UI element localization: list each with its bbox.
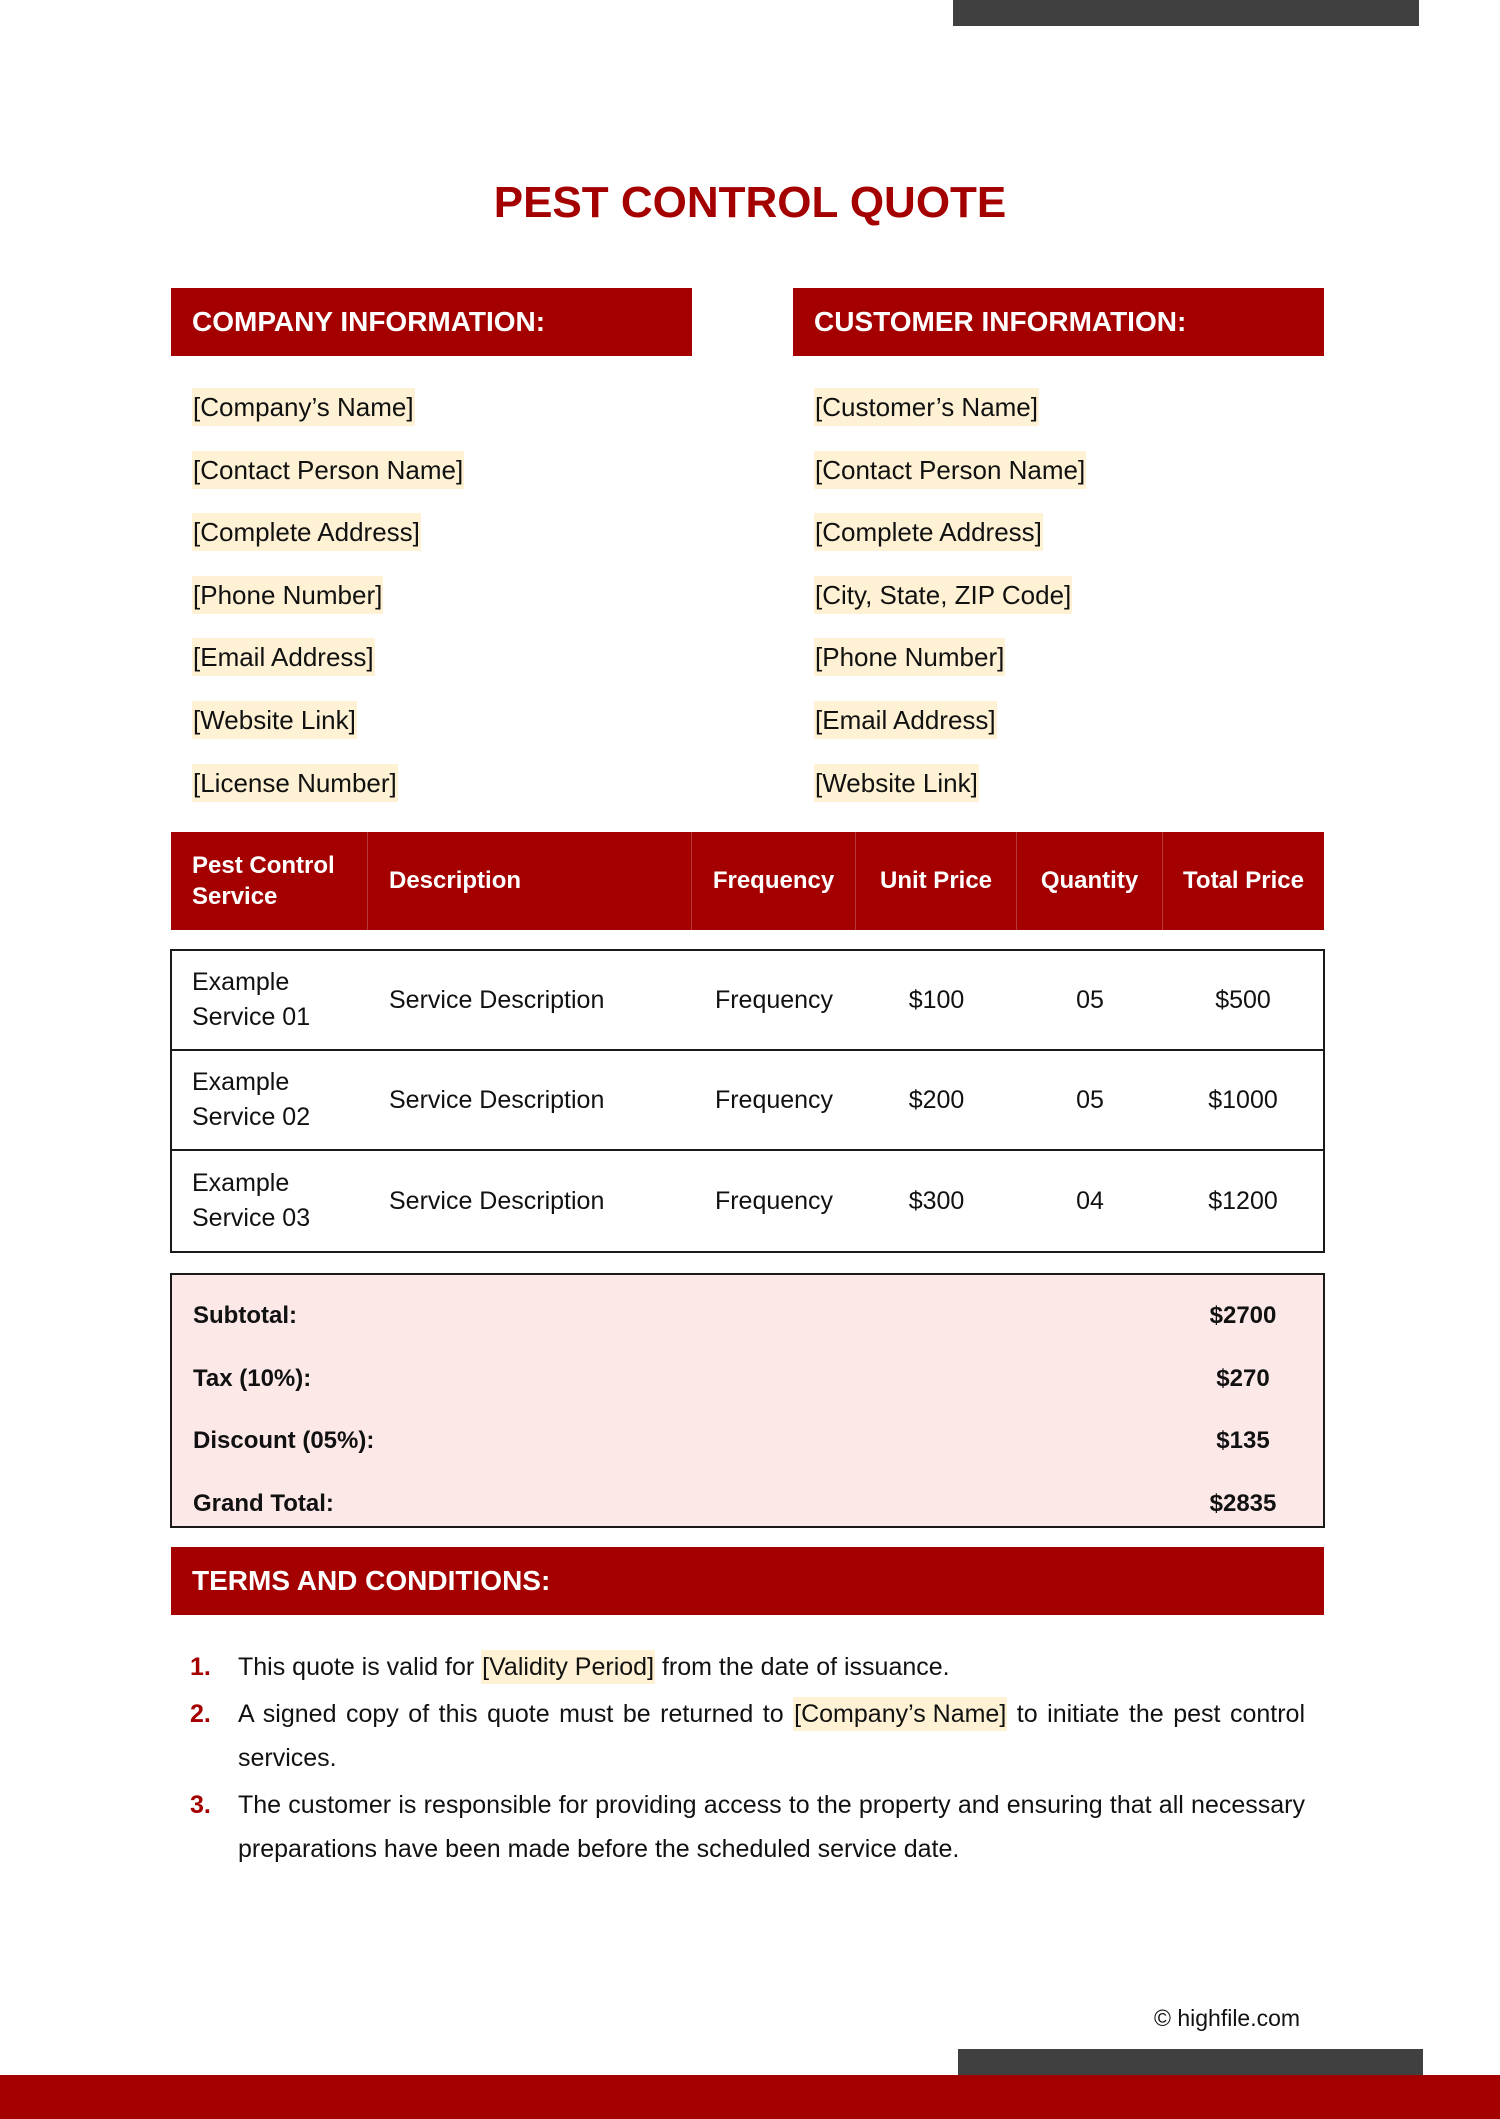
- company-address-field[interactable]: [Complete Address]: [192, 513, 421, 551]
- term-number: 1.: [190, 1653, 211, 1681]
- grand-total-label: Grand Total:: [193, 1489, 334, 1517]
- description-cell: Service Description: [389, 985, 605, 1014]
- company-field: [192, 701, 464, 764]
- discount-row: [172, 1410, 1323, 1473]
- copyright-text: © highfile.com: [1154, 2005, 1301, 2031]
- company-field: [192, 764, 464, 827]
- subtotal-label: Subtotal:: [193, 1302, 297, 1330]
- company-website-field[interactable]: [Website Link]: [192, 701, 357, 739]
- column-header-service: Pest Control Service: [171, 832, 368, 930]
- total-price-cell: $500: [1215, 985, 1271, 1014]
- top-decorative-bar: [953, 0, 1419, 26]
- description-cell: Service Description: [389, 1085, 605, 1114]
- page-title: PEST CONTROL QUOTE: [493, 178, 1007, 227]
- company-field: [192, 638, 464, 701]
- term-text-part: This quote is valid for: [238, 1653, 482, 1681]
- company-email-field[interactable]: [Email Address]: [192, 638, 375, 676]
- customer-field: [814, 764, 1086, 827]
- customer-field: [814, 513, 1086, 576]
- company-field: [192, 388, 464, 451]
- frequency-cell: Frequency: [714, 985, 834, 1014]
- customer-info-header: [793, 288, 1324, 356]
- customer-address-field[interactable]: [Complete Address]: [814, 513, 1043, 551]
- customer-contact-field[interactable]: [Contact Person Name]: [814, 451, 1086, 489]
- frequency-cell: Frequency: [714, 1186, 834, 1215]
- tax-value: $270: [1216, 1364, 1270, 1392]
- company-phone-field[interactable]: [Phone Number]: [192, 576, 383, 614]
- company-name-field[interactable]: [Company’s Name]: [192, 388, 415, 426]
- term-number: 3.: [190, 1791, 211, 1819]
- customer-field: [814, 388, 1086, 451]
- company-info-heading: COMPANY INFORMATION:: [192, 306, 546, 337]
- customer-website-field[interactable]: [Website Link]: [814, 764, 979, 802]
- term-item: [190, 1645, 1305, 1689]
- term-item: [190, 1783, 1305, 1871]
- terms-list: [190, 1645, 1305, 1874]
- customer-field: [814, 638, 1086, 701]
- tax-label: Tax (10%):: [193, 1364, 312, 1392]
- validity-period-field[interactable]: [Validity Period]: [481, 1650, 655, 1684]
- company-contact-field[interactable]: [Contact Person Name]: [192, 451, 464, 489]
- unit-price-cell: $300: [908, 1186, 965, 1215]
- tax-row: [172, 1348, 1323, 1411]
- company-info-header: [171, 288, 692, 356]
- customer-city-field[interactable]: [City, State, ZIP Code]: [814, 576, 1072, 614]
- column-header-unit-price: Unit Price: [856, 832, 1017, 930]
- column-header-description: Description: [368, 832, 692, 930]
- grand-total-value: $2835: [1209, 1489, 1277, 1517]
- table-row: [172, 1051, 1323, 1151]
- term-text: [238, 1645, 1305, 1689]
- service-cell: Example Service 02: [192, 1068, 311, 1131]
- term-text-part: A signed copy of this quote must be returned to: [238, 1700, 794, 1728]
- footer-band: [0, 2075, 1500, 2119]
- column-header-quantity: Quantity: [1017, 832, 1163, 930]
- company-field: [192, 576, 464, 639]
- totals-box: [170, 1273, 1325, 1528]
- term-number: 2.: [190, 1700, 211, 1728]
- services-table-header: [171, 832, 1324, 930]
- customer-field: [814, 451, 1086, 514]
- table-row: [172, 951, 1323, 1051]
- term-text: The customer is responsible for providing access to the property and ensuring that all necessary preparations have been made before the scheduled service date.: [238, 1791, 1305, 1863]
- discount-label: Discount (05%):: [193, 1427, 375, 1455]
- term-item: [190, 1692, 1305, 1780]
- company-name-inline-field[interactable]: [Company’s Name]: [793, 1697, 1007, 1731]
- customer-name-field[interactable]: [Customer’s Name]: [814, 388, 1039, 426]
- customer-email-field[interactable]: [Email Address]: [814, 701, 997, 739]
- customer-field: [814, 701, 1086, 764]
- description-cell: Service Description: [389, 1186, 605, 1215]
- term-text-part: from the date of issuance.: [655, 1653, 950, 1681]
- customer-field: [814, 576, 1086, 639]
- customer-info-list: [814, 388, 1086, 826]
- table-row: [172, 1151, 1323, 1251]
- subtotal-row: [172, 1285, 1323, 1348]
- service-cell: Example Service 01: [192, 968, 311, 1031]
- bottom-decorative-bar: [958, 2049, 1423, 2076]
- total-price-cell: $1000: [1208, 1085, 1278, 1114]
- terms-heading: TERMS AND CONDITIONS:: [192, 1565, 551, 1596]
- customer-info-heading: CUSTOMER INFORMATION:: [814, 306, 1187, 337]
- column-header-total-price: Total Price: [1183, 867, 1304, 895]
- company-info-list: [192, 388, 464, 826]
- discount-value: $135: [1216, 1427, 1270, 1455]
- quantity-cell: 04: [1076, 1186, 1104, 1215]
- column-header-frequency: Frequency: [692, 832, 856, 930]
- frequency-cell: Frequency: [714, 1085, 834, 1114]
- term-text-part: to initiate the pest control services.: [238, 1700, 1305, 1772]
- unit-price-cell: $200: [908, 1085, 965, 1114]
- customer-phone-field[interactable]: [Phone Number]: [814, 638, 1005, 676]
- company-field: [192, 451, 464, 514]
- services-table-body: [170, 949, 1325, 1253]
- company-field: [192, 513, 464, 576]
- company-license-field[interactable]: [License Number]: [192, 764, 398, 802]
- subtotal-value: $2700: [1209, 1302, 1277, 1330]
- total-price-cell: $1200: [1208, 1186, 1278, 1215]
- quantity-cell: 05: [1076, 985, 1104, 1014]
- unit-price-cell: $100: [908, 985, 965, 1014]
- quantity-cell: 05: [1076, 1085, 1104, 1114]
- terms-header: [171, 1547, 1324, 1615]
- term-text: [238, 1692, 1305, 1780]
- service-cell: Example Service 03: [192, 1169, 311, 1232]
- grand-total-row: [172, 1473, 1323, 1536]
